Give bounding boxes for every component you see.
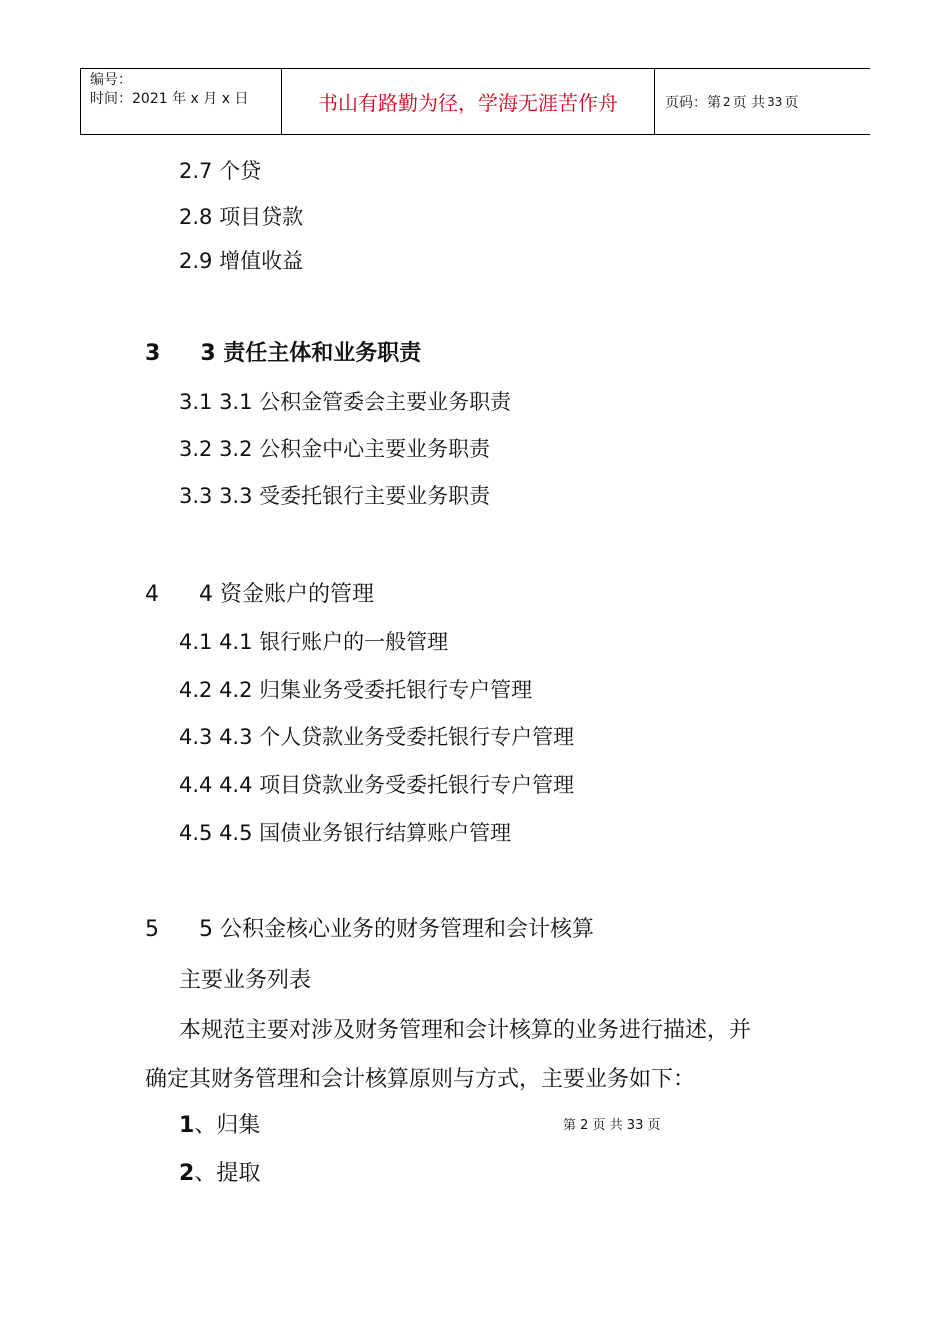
toc-item-3-3: 3.3 3.3 受委托银行主要业务职责 bbox=[179, 484, 491, 508]
section-subheading: 主要业务列表 bbox=[179, 968, 312, 993]
header-table bbox=[80, 68, 870, 135]
toc-item-4-1: 4.1 4.1 银行账户的一般管理 bbox=[179, 630, 449, 654]
toc-item-4-3: 4.3 4.3 个人贷款业务受委托银行专户管理 bbox=[179, 725, 575, 749]
header-page-number bbox=[655, 69, 871, 134]
toc-item-2-7: 2.7 个贷 bbox=[179, 159, 262, 183]
page-suffix: 页 bbox=[784, 94, 799, 111]
toc-item-2-9: 2.9 增值收益 bbox=[179, 249, 304, 273]
toc-heading-5-title: 5 公积金核心业务的财务管理和会计核算 bbox=[199, 917, 594, 942]
paragraph-line-1: 本规范主要对涉及财务管理和会计核算的业务进行描述，并 bbox=[179, 1018, 752, 1043]
paragraph-line-2: 确定其财务管理和会计核算原则与方式，主要业务如下： bbox=[145, 1067, 696, 1092]
list-item bbox=[179, 1108, 260, 1139]
page-mid: 页 共 bbox=[732, 94, 766, 111]
date-label: 时间：2021 年 x 月 x 日 bbox=[90, 91, 249, 107]
toc-item-4-2: 4.2 4.2 归集业务受委托银行专户管理 bbox=[179, 678, 533, 702]
toc-item-3-1: 3.1 3.1 公积金管委会主要业务职责 bbox=[179, 390, 512, 414]
page-prefix: 页码：第 bbox=[665, 94, 721, 111]
toc-heading-3 bbox=[145, 336, 421, 367]
list-item-number: 1 bbox=[179, 1113, 195, 1138]
list-item-number: 2 bbox=[179, 1161, 195, 1186]
page-current: 2 bbox=[723, 94, 731, 109]
toc-item-4-5: 4.5 4.5 国债业务银行结算账户管理 bbox=[179, 821, 512, 845]
footer-page-number: 第 2 页 共 33 页 bbox=[563, 1118, 661, 1133]
toc-heading-4-num: 4 bbox=[145, 582, 159, 607]
list-item bbox=[179, 1156, 260, 1187]
header-meta bbox=[81, 69, 282, 134]
id-label: 编号： bbox=[90, 72, 132, 88]
toc-item-3-2: 3.2 3.2 公积金中心主要业务职责 bbox=[179, 437, 491, 461]
toc-item-4-4: 4.4 4.4 项目贷款业务受委托银行专户管理 bbox=[179, 773, 575, 797]
toc-item-2-8: 2.8 项目贷款 bbox=[179, 205, 304, 229]
toc-heading-3-title: 3 责任主体和业务职责 bbox=[200, 341, 422, 366]
toc-heading-4-title: 4 资金账户的管理 bbox=[199, 582, 374, 607]
motto-text: 书山有路勤为径，学海无涯苦作舟 bbox=[318, 91, 618, 115]
toc-heading-5 bbox=[145, 912, 594, 943]
toc-heading-4 bbox=[145, 577, 374, 608]
toc-heading-3-num: 3 bbox=[145, 341, 161, 366]
list-item-label: 、提取 bbox=[194, 1161, 261, 1186]
list-item-label: 、归集 bbox=[194, 1113, 261, 1138]
toc-heading-5-num: 5 bbox=[145, 917, 159, 942]
page-total: 33 bbox=[767, 94, 783, 109]
header-motto bbox=[282, 69, 655, 134]
